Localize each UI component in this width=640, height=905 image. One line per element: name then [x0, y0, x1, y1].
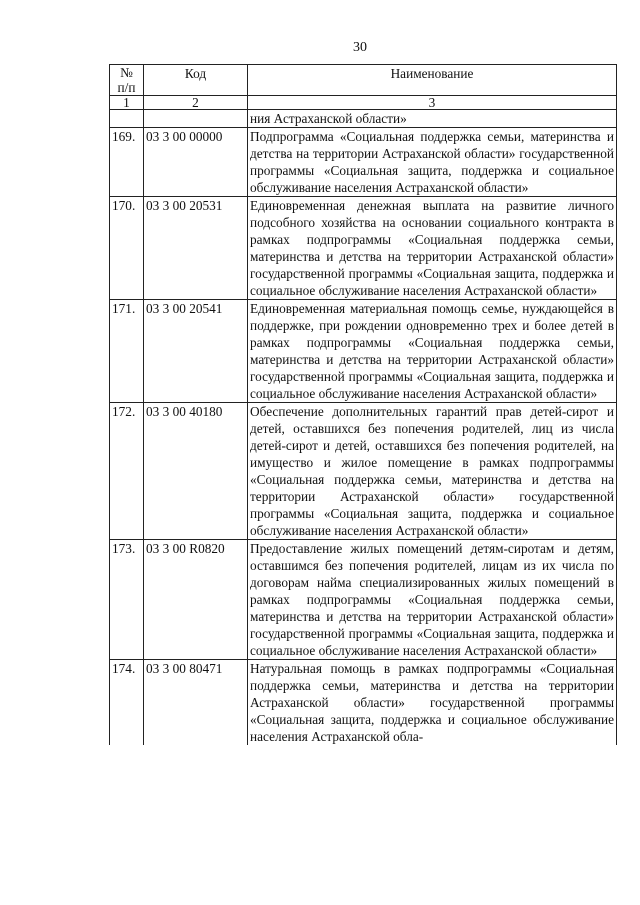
row-number: 172. — [110, 403, 144, 540]
header-name: Наименование — [248, 65, 617, 96]
column-index-2: 2 — [144, 96, 248, 110]
row-code: 03 3 00 40180 — [144, 403, 248, 540]
column-index-row — [110, 96, 617, 110]
table-row — [110, 197, 617, 300]
row-number: 171. — [110, 300, 144, 403]
row-name: Предоставление жилых помещений детям-сиротам и детям, оставшимся без попечения родителей, лицам из их числа по договорам найма специализированных жилых помещений в рамках подпрограммы «Социальная поддержка семьи, материнства и детства на территории Астраханской области» государственной программы «Социальная защита, поддержка и социальное обслуживание населения Астраханской области» — [248, 540, 617, 660]
header-code: Код — [144, 65, 248, 96]
continuation-code — [144, 110, 248, 128]
header-num: № п/п — [110, 65, 144, 96]
row-code: 03 3 00 00000 — [144, 128, 248, 197]
budget-code-table — [109, 64, 617, 745]
row-code: 03 3 00 20531 — [144, 197, 248, 300]
column-index-3: 3 — [248, 96, 617, 110]
row-code: 03 3 00 R0820 — [144, 540, 248, 660]
column-index-1: 1 — [110, 96, 144, 110]
row-number: 174. — [110, 660, 144, 746]
table-row — [110, 660, 617, 746]
continuation-num — [110, 110, 144, 128]
row-name: Обеспечение дополнительных гарантий прав детей-сирот и детей, оставшихся без попечения родителей, лиц из числа детей-сирот и детей, оставшихся без попечения родителей, на имущество и жилое помещение в рамках подпрограммы «Социальная поддержка семьи, материнства и детства на территории Астраханской области» государственной программы «Социальная защита, поддержка и социальное обслуживание населения Астраханской области» — [248, 403, 617, 540]
row-number: 173. — [110, 540, 144, 660]
row-code: 03 3 00 20541 — [144, 300, 248, 403]
table-row — [110, 300, 617, 403]
continuation-row — [110, 110, 617, 128]
table-row — [110, 128, 617, 197]
row-number: 169. — [110, 128, 144, 197]
row-code: 03 3 00 80471 — [144, 660, 248, 746]
table-header-row — [110, 65, 617, 96]
row-number: 170. — [110, 197, 144, 300]
page-number: 30 — [353, 40, 367, 55]
table-row — [110, 540, 617, 660]
row-name: Подпрограмма «Социальная поддержка семьи, материнства и детства на территории Астраханской области» государственной программы «Социальная защита, поддержка и социальное обслуживание населения Астраханской области» — [248, 128, 617, 197]
continuation-text: ния Астраханской области» — [248, 110, 617, 128]
row-name: Единовременная денежная выплата на развитие личного подсобного хозяйства на основании социального контракта в рамках подпрограммы «Социальная поддержка семьи, материнства и детства на территории Астраханской области» государственной программы «Социальная защита, поддержка и социальное обслуживание населения Астраханской области» — [248, 197, 617, 300]
row-name: Единовременная материальная помощь семье, нуждающейся в поддержке, при рождении одновременно трех и более детей в рамках подпрограммы «Социальная поддержка семьи, материнства и детства на территории Астраханской области» государственной программы «Социальная защита, поддержка и социальное обслуживание населения Астраханской области» — [248, 300, 617, 403]
table-row — [110, 403, 617, 540]
row-name: Натуральная помощь в рамках подпрограммы «Социальная поддержка семьи, материнства и детства на территории Астраханской области» государственной программы «Социальная защита, поддержка и социальное обслуживание населения Астраханской обла- — [248, 660, 617, 746]
